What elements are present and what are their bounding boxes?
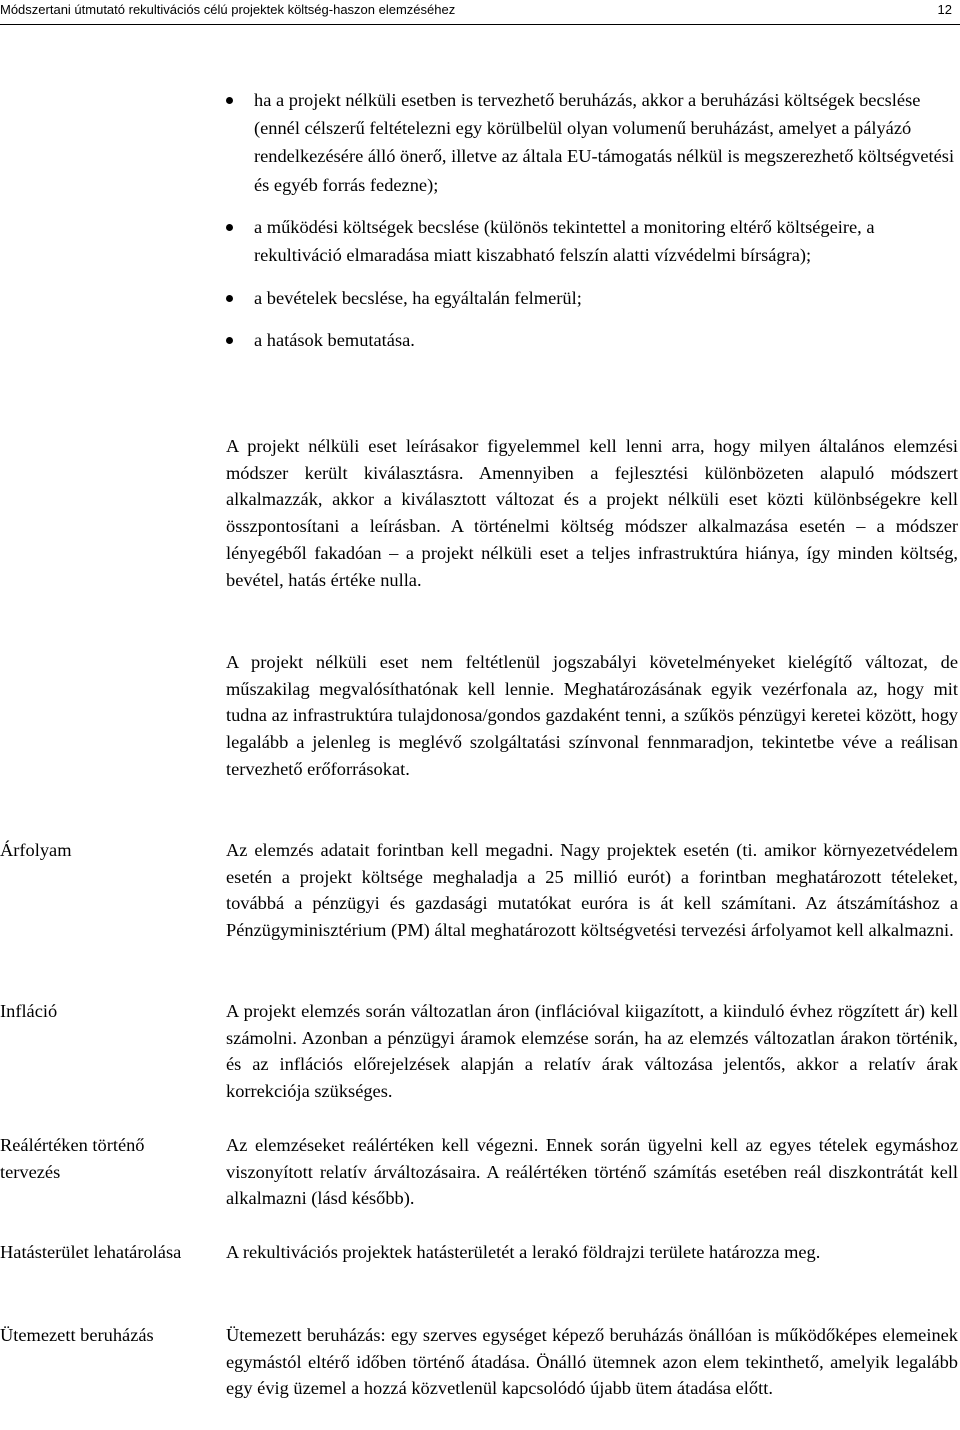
bullet-icon	[226, 224, 233, 231]
list-item: a működési költségek becslése (különös tekintettel a monitoring eltérő költségeire, a rekultiváció elmaradása miatt kiszabható felszín alatti vízvédelmi bírságra);	[226, 213, 956, 269]
paragraph-no-project-case-definition: A projekt nélküli eset nem feltétlenül jogszabályi követelményeket kielégítő változat, de műszakilag megvalósíthatónak kell lennie. Meghatározásának egyik vezérfonala az, hogy mit tudna az infrastruktúra tulajdonosa/gondos gazdaként tenni, a szűkös pénzügyi keretei között, hogy legalább a jelenleg is meglévő szolgáltatási színvonal fennmaradjon, tekintetbe véve a reálisan tervezhető erőforrásokat.	[226, 652, 958, 779]
section-label-exchange-rate: Árfolyam	[0, 840, 72, 860]
page-number: 12	[937, 2, 952, 17]
bullet-icon	[226, 97, 233, 104]
list-item: ha a projekt nélküli esetben is tervezhető beruházás, akkor a beruházási költségek becslése (ennél célszerű feltételezni egy körülbelül olyan volumenű beruházást, amelyet a pályázó rendelkezésére álló önerő, illetve az általa EU-támogatás nélkül is megszerezhető költségvetési és egyéb forrás fedezne);	[226, 86, 956, 199]
cost-estimate-list	[226, 86, 956, 368]
section-label-impact-area: Hatásterület lehatárolása	[0, 1242, 182, 1262]
paragraph-no-project-case-method: A projekt nélküli eset leírásakor figyelemmel kell lenni arra, hogy milyen általános elemzési módszer került kiválasztásra. Amennyiben a fejlesztési különbözeten alapuló módszert alkalmazzák, akkor a kiválasztott változat és a projekt nélküli eset közti különbségekre kell összpontosítani a leírásban. A történelmi költség módszer alkalmazása esetén – a módszer lényegéből fakadóan – a projekt nélküli eset a teljes infrastruktúra hiánya, így minden költség, bevétel, hatás értéke nulla.	[226, 436, 958, 590]
section-text-inflation: A projekt elemzés során változatlan áron (inflációval kiigazított, a kiinduló évhez rögzített ár) kell számolni. Azonban a pénzügyi áramok elemzése során, ha az elemzés változatlan árakon történik, és az inflációs előrejelzések alapján a relatív árak változása jelentős, akkor a relatív árak korrekciója szükséges.	[226, 1001, 958, 1102]
list-item: a hatások bemutatása.	[226, 326, 956, 354]
list-item: a bevételek becslése, ha egyáltalán felmerül;	[226, 284, 956, 312]
bullet-icon	[226, 295, 233, 302]
bullet-icon	[226, 337, 233, 344]
section-text-phased-investment: Ütemezett beruházás: egy szerves egységet képező beruházás önállóan is működőképes elemeinek egymástól eltérő időben történő átadása. Önálló ütemnek azon elem tekinthető, amelyik legalább egy évig üzemel a hozzá közvetlenül kapcsolódó újabb ütem átadása előtt.	[226, 1325, 958, 1399]
section-text-real-value-planning: Az elemzéseket reálértéken kell végezni. Ennek során ügyelni kell az egyes tételek egymáshoz viszonyított relatív árváltozásaira. A reálértéken történő számítás esetében reál diszkontrátát kell alkalmazni (lásd később).	[226, 1135, 958, 1209]
section-text-exchange-rate: Az elemzés adatait forintban kell megadni. Nagy projektek esetén (ti. amikor környezetvédelem esetén a projekt költsége meghaladja a 25 millió eurót) a forintban meghatározott tételeket, továbbá a pénzügyi és gazdasági mutatókat euróra is át kell számítani. Az átszámításhoz a Pénzügyminisztérium (PM) által meghatározott költségvetési tervezési árfolyamot kell alkalmazni.	[226, 840, 958, 941]
section-label-phased-investment: Ütemezett beruházás	[0, 1325, 154, 1345]
section-label-inflation: Infláció	[0, 1001, 58, 1021]
section-label-real-value-planning: Reálértéken történő tervezés	[0, 1135, 145, 1182]
document-title: Módszertani útmutató rekultivációs célú projektek költség-haszon elemzéséhez	[0, 2, 456, 17]
page-header	[0, 0, 960, 25]
section-text-impact-area: A rekultivációs projektek hatásterületét a lerakó földrajzi területe határozza meg.	[226, 1242, 821, 1262]
